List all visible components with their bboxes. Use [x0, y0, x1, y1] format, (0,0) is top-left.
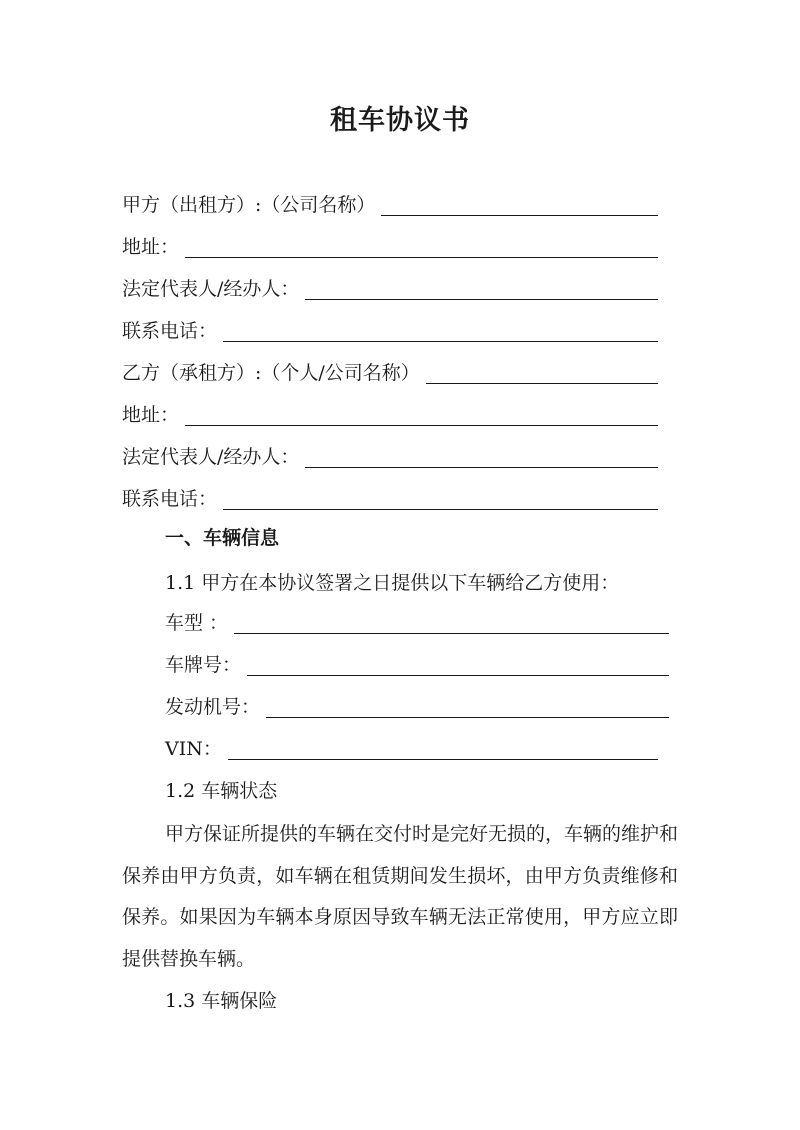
vehicle-model-label: 车型 ：	[165, 612, 229, 634]
plate-number-blank[interactable]	[247, 655, 669, 676]
party-b-phone-row	[122, 480, 658, 510]
document-title: 租车协议书	[330, 105, 470, 136]
party-b-representative-blank[interactable]	[305, 447, 658, 468]
plate-number-row	[165, 646, 669, 676]
engine-number-label: 发动机号：	[165, 696, 261, 718]
party-b-representative-label: 法定代表人/经办人：	[122, 446, 300, 468]
vehicle-model-row	[165, 604, 669, 634]
party-a-phone-label: 联系电话：	[122, 320, 218, 342]
party-a-address-row	[122, 228, 658, 258]
party-b-name-blank[interactable]	[426, 363, 658, 384]
party-a-name-row	[122, 186, 658, 216]
party-a-phone-row	[122, 312, 658, 342]
party-a-phone-blank[interactable]	[223, 321, 658, 342]
engine-number-blank[interactable]	[266, 697, 669, 718]
party-b-address-blank[interactable]	[185, 405, 658, 426]
section-1-heading: 一、车辆信息	[165, 527, 280, 549]
party-b-address-label: 地址：	[122, 404, 180, 426]
party-b-phone-blank[interactable]	[223, 489, 658, 510]
vin-label: VIN：	[165, 738, 222, 760]
vin-row	[165, 730, 658, 760]
party-a-address-label: 地址：	[122, 236, 180, 258]
party-a-representative-label: 法定代表人/经办人：	[122, 278, 300, 300]
party-a-name-blank[interactable]	[381, 195, 658, 216]
clause-1-1: 1.1 甲方在本协议签署之日提供以下车辆给乙方使用：	[165, 572, 620, 594]
party-a-name-label: 甲方（出租方）:（公司名称）	[122, 194, 376, 216]
clause-1-2-body: 甲方保证所提供的车辆在交付时是完好无损的，车辆的维护和保养由甲方负责，如车辆在租赁期间发生损坏，由甲方负责维修和保养。如果因为车辆本身原因导致车辆无法正常使用，甲方应立即提供替换车辆。	[122, 823, 679, 970]
party-a-representative-blank[interactable]	[305, 279, 658, 300]
plate-number-label: 车牌号：	[165, 654, 242, 676]
party-b-name-label: 乙方（承租方）:（个人/公司名称）	[122, 362, 420, 384]
vin-blank[interactable]	[228, 739, 658, 760]
clause-1-2-title: 1.2 车辆状态	[165, 780, 278, 802]
party-b-representative-row	[122, 438, 658, 468]
clause-1-3-title: 1.3 车辆保险	[165, 990, 278, 1012]
engine-number-row	[165, 688, 669, 718]
vehicle-model-blank[interactable]	[234, 613, 669, 634]
party-a-address-blank[interactable]	[185, 237, 658, 258]
party-b-address-row	[122, 396, 658, 426]
party-b-name-row	[122, 354, 658, 384]
party-a-representative-row	[122, 270, 658, 300]
party-b-phone-label: 联系电话：	[122, 488, 218, 510]
